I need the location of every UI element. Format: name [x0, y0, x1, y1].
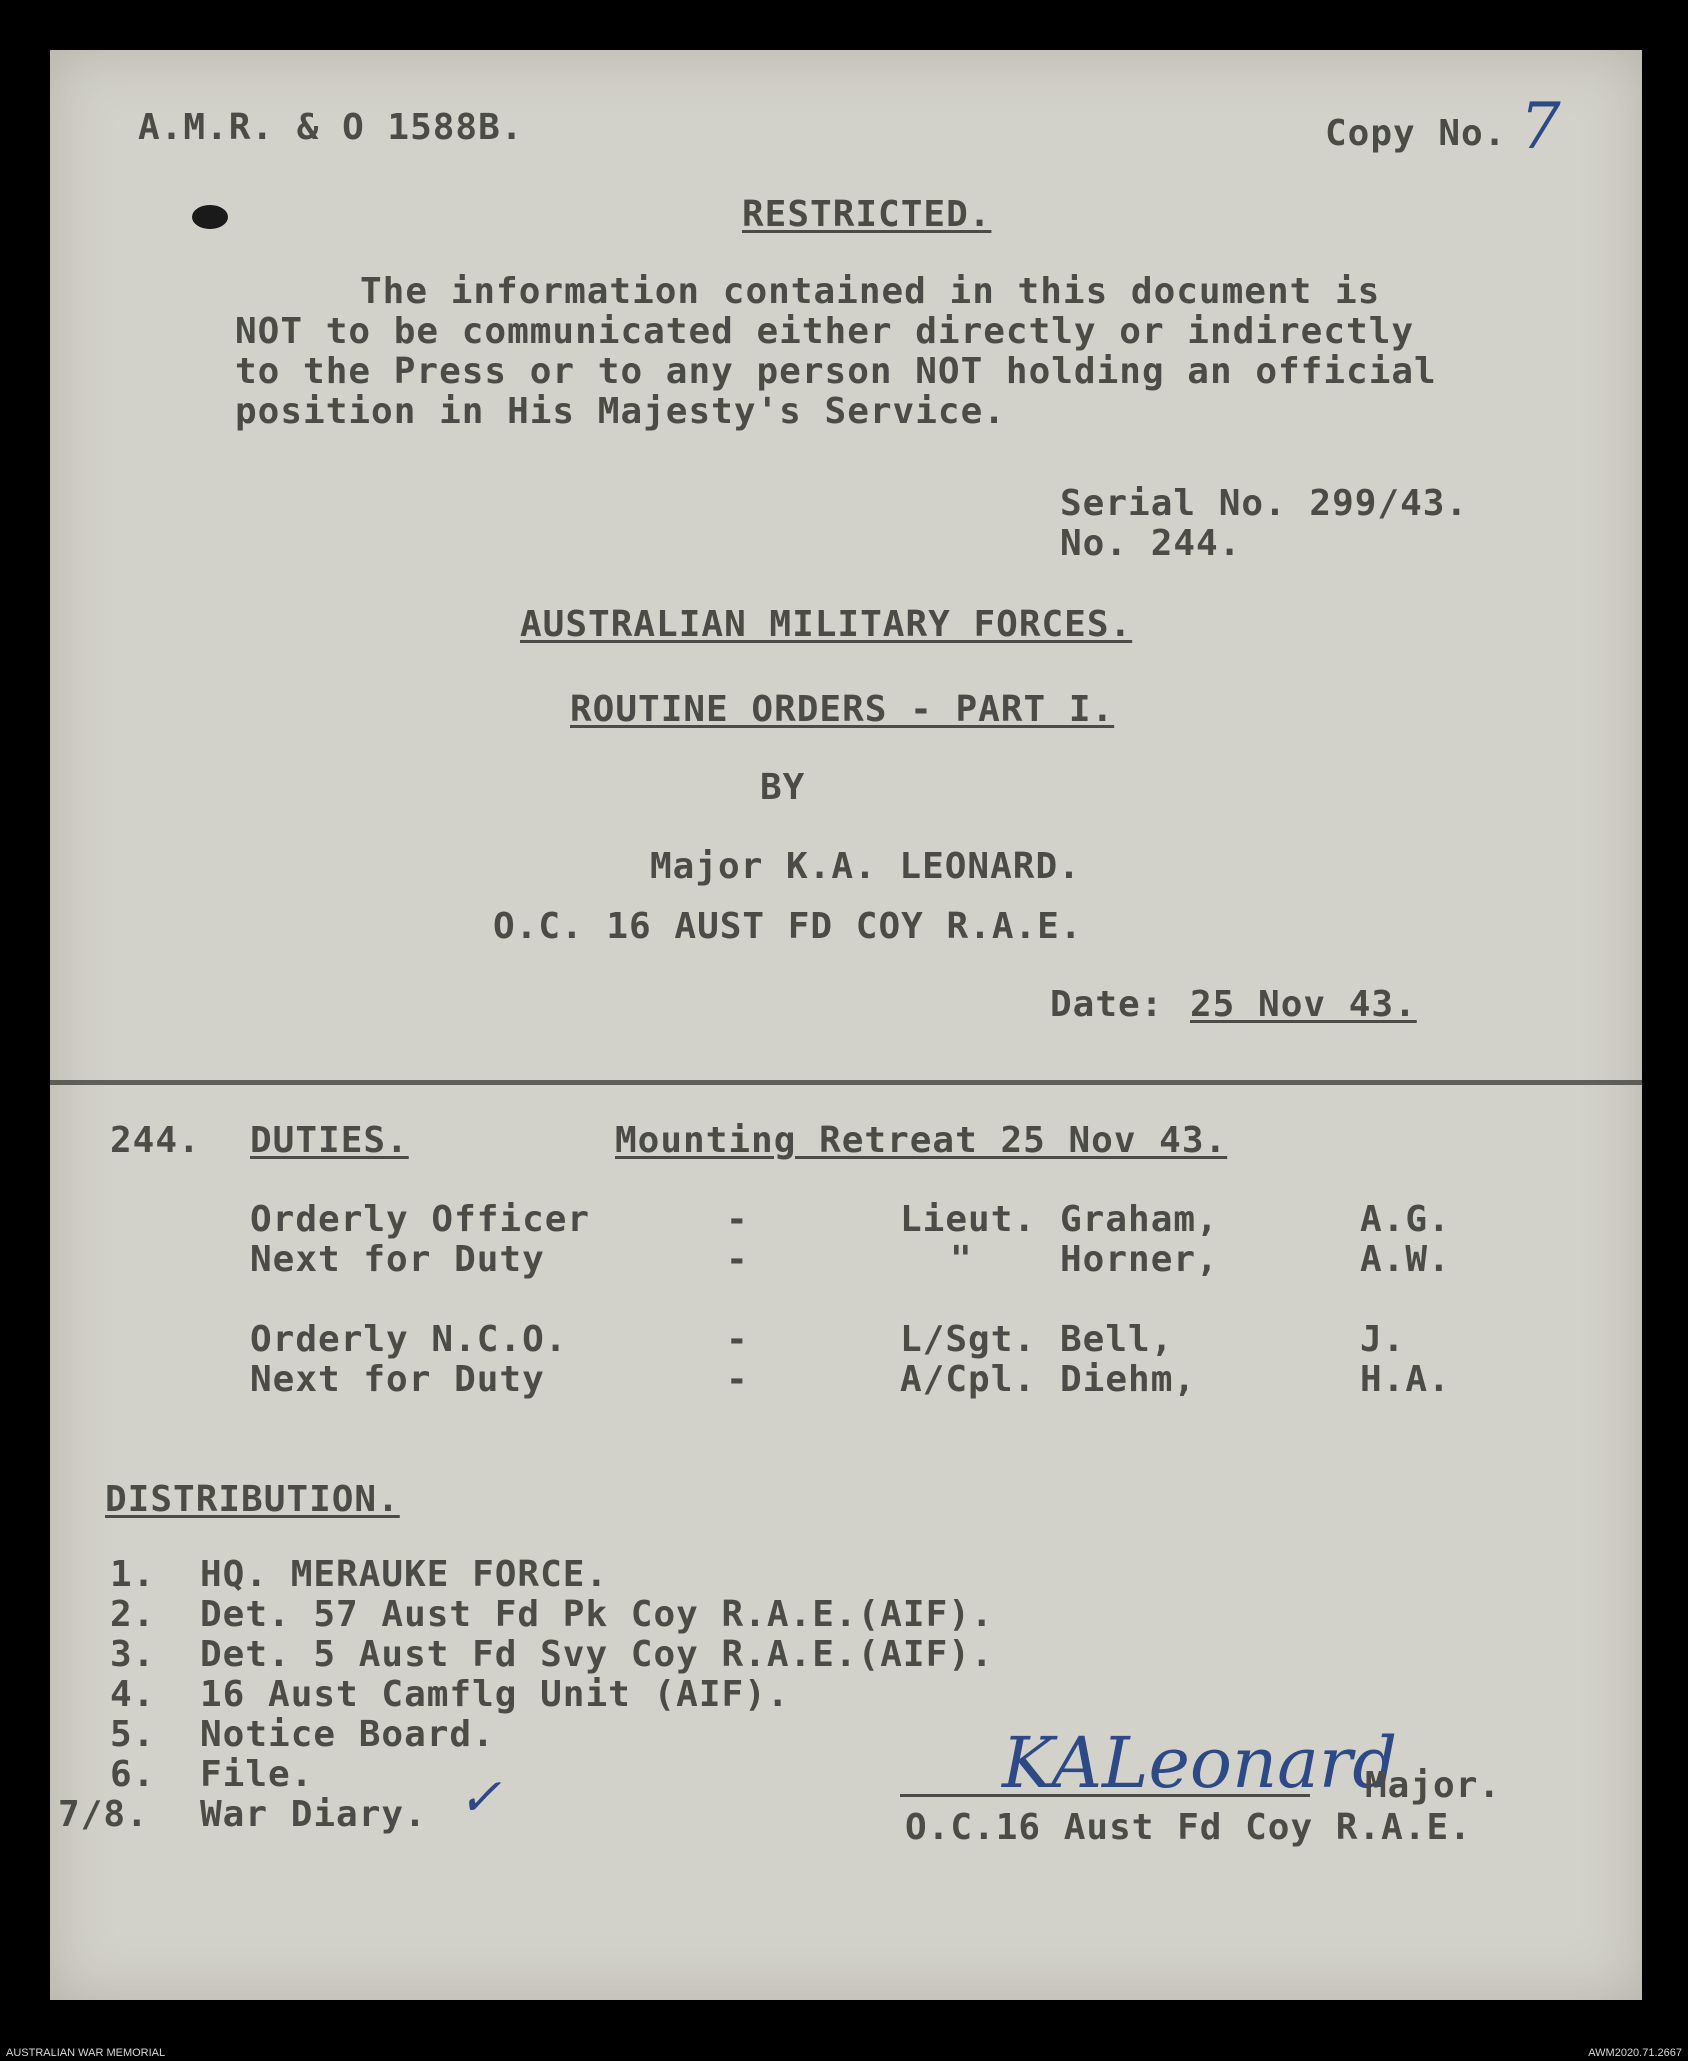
- restricted-line-3: to the Press or to any person NOT holding an official: [235, 351, 1437, 392]
- duty-initials: J.: [1360, 1319, 1406, 1360]
- duty-role: Orderly Officer: [250, 1199, 591, 1240]
- duty-name: Horner,: [1060, 1239, 1219, 1280]
- distribution-num: 6.: [110, 1754, 156, 1795]
- duty-initials: A.G.: [1360, 1199, 1451, 1240]
- by-label: BY: [760, 767, 806, 808]
- reference-number: A.M.R. & O 1588B.: [138, 107, 524, 148]
- duty-initials: A.W.: [1360, 1239, 1451, 1280]
- duty-rank: ": [950, 1239, 973, 1280]
- forces-title: AUSTRALIAN MILITARY FORCES.: [520, 604, 1133, 645]
- distribution-num: 1.: [110, 1554, 156, 1595]
- restricted-line-4: position in His Majesty's Service.: [235, 391, 1006, 432]
- duties-heading: DUTIES.: [250, 1120, 409, 1161]
- duty-role: Orderly N.C.O.: [250, 1319, 568, 1360]
- date-value: 25 Nov 43.: [1190, 984, 1417, 1025]
- distribution-item: Det. 5 Aust Fd Svy Coy R.A.E.(AIF).: [200, 1634, 994, 1675]
- order-number: No. 244.: [1060, 523, 1242, 564]
- footer-archive-label: AUSTRALIAN WAR MEMORIAL: [6, 2047, 166, 2059]
- duty-rank: Lieut.: [900, 1199, 1037, 1240]
- officer-name: Major K.A. LEONARD.: [650, 846, 1081, 887]
- duty-dash: -: [726, 1199, 749, 1240]
- orders-title: ROUTINE ORDERS - PART I.: [570, 689, 1115, 730]
- distribution-item: Notice Board.: [200, 1714, 495, 1755]
- distribution-num: 2.: [110, 1594, 156, 1635]
- duties-number: 244.: [110, 1120, 201, 1161]
- duty-role: Next for Duty: [250, 1359, 545, 1400]
- distribution-item: Det. 57 Aust Fd Pk Coy R.A.E.(AIF).: [200, 1594, 994, 1635]
- serial-number: Serial No. 299/43.: [1060, 483, 1469, 524]
- duty-dash: -: [726, 1359, 749, 1400]
- distribution-num: 4.: [110, 1674, 156, 1715]
- duty-rank: A/Cpl.: [900, 1359, 1037, 1400]
- duty-name: Bell,: [1060, 1319, 1174, 1360]
- signatory-title: O.C.16 Aust Fd Coy R.A.E.: [905, 1807, 1472, 1848]
- section-divider: [50, 1080, 1642, 1085]
- copy-number-handwritten: 7: [1520, 90, 1561, 164]
- duty-dash: -: [726, 1319, 749, 1360]
- distribution-heading: DISTRIBUTION.: [105, 1479, 400, 1520]
- duty-role: Next for Duty: [250, 1239, 545, 1280]
- duty-initials: H.A.: [1360, 1359, 1451, 1400]
- distribution-num: 5.: [110, 1714, 156, 1755]
- signatory-rank: Major.: [1365, 1765, 1502, 1806]
- restricted-title: RESTRICTED.: [742, 194, 992, 235]
- duties-subheading: Mounting Retreat 25 Nov 43.: [615, 1120, 1228, 1161]
- officer-unit: O.C. 16 AUST FD COY R.A.E.: [493, 906, 1083, 947]
- duty-name: Diehm,: [1060, 1359, 1197, 1400]
- footer-accession-number: AWM2020.71.2667: [1588, 2047, 1682, 2059]
- restricted-line-1: The information contained in this document is: [360, 271, 1381, 312]
- punch-hole: [192, 205, 228, 229]
- duty-name: Graham,: [1060, 1199, 1219, 1240]
- signature: KALeonard: [1002, 1722, 1398, 1804]
- duty-rank: L/Sgt.: [900, 1319, 1037, 1360]
- duty-dash: -: [726, 1239, 749, 1280]
- restricted-line-2: NOT to be communicated either directly or indirectly: [235, 311, 1415, 352]
- date-label: Date:: [1050, 984, 1164, 1025]
- distribution-item: HQ. MERAUKE FORCE.: [200, 1554, 609, 1595]
- document-page: [50, 50, 1642, 2000]
- distribution-num: 7/8.: [58, 1794, 149, 1835]
- distribution-item: War Diary.: [200, 1794, 427, 1835]
- copy-label: Copy No.: [1325, 113, 1507, 154]
- checkmark-icon: ✓: [458, 1768, 502, 1828]
- distribution-num: 3.: [110, 1634, 156, 1675]
- distribution-item: 16 Aust Camflg Unit (AIF).: [200, 1674, 790, 1715]
- distribution-item: File.: [200, 1754, 314, 1795]
